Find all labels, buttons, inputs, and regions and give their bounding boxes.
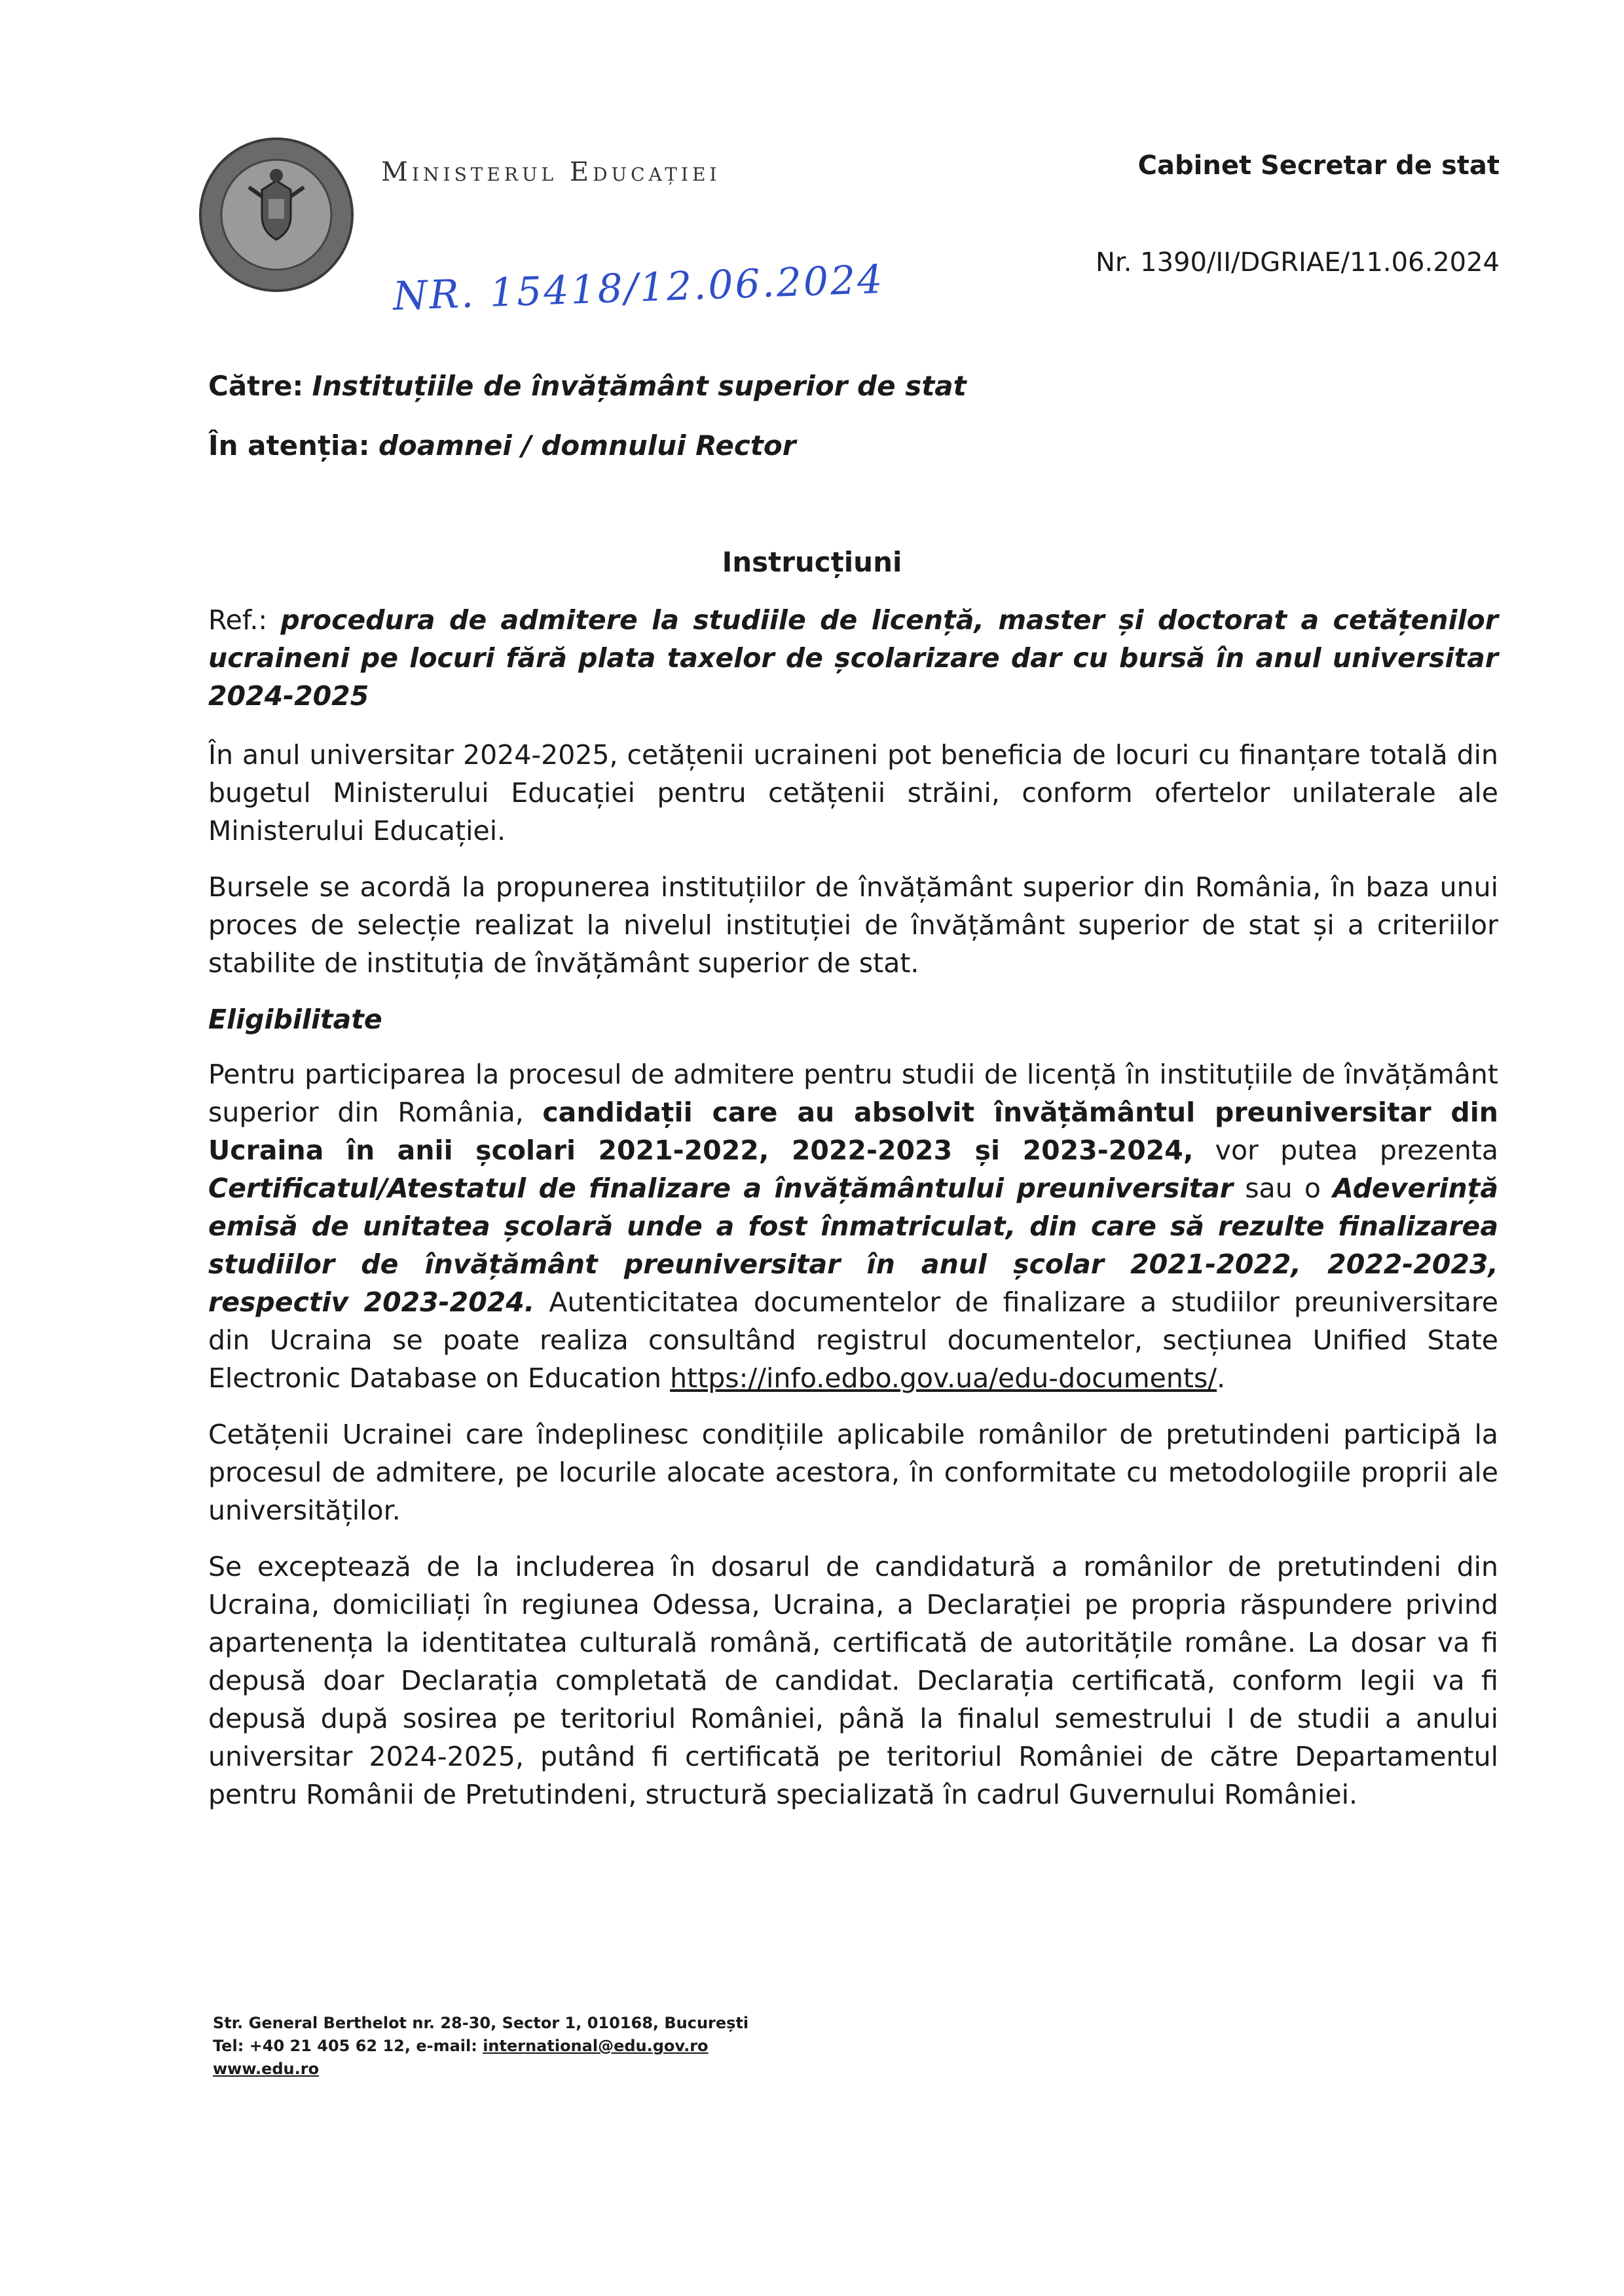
document-title: Instrucțiuni (722, 546, 902, 578)
attention-value: doamnei / domnului Rector (378, 429, 796, 462)
paragraph-eligibility (208, 1055, 1498, 1397)
document-body (208, 601, 1498, 1832)
footer-phone: Tel: +40 21 405 62 12, e-mail: (213, 2037, 483, 2055)
eligibility-end: . (1217, 1362, 1226, 1394)
eligibility-heading: Eligibilitate (208, 1004, 382, 1035)
attention-label: În atenția: (208, 429, 370, 462)
paragraph-romanians-abroad: Cetățenii Ucrainei care îndeplinesc condițiile aplicabile românilor de pretutindeni participă la procesul de admitere, pe locurile alocate acestora, în conformitate cu metodologiile proprii ale universităților. (208, 1419, 1498, 1526)
eligibility-text-c: vor putea prezenta (1193, 1135, 1499, 1166)
eligibility-candidates: candidații care au absolvit învățământul preuniversitar din Ucraina în anii școlari 2021-2022, 2022-2023 și 2023-2024, (208, 1097, 1498, 1166)
eligibility-text-a: Pentru participarea la procesul de admitere pentru studii de licență în instituțiile de învățământ superior din România, (208, 1059, 1498, 1128)
recipient-label: Către: (208, 370, 304, 402)
attention-line (208, 429, 796, 462)
paragraph-scholarships: Bursele se acordă la propunerea instituțiilor de învățământ superior din România, în baza unui proces de selecție realizat la nivelul instituției de învățământ superior de stat și a criteriilor stabilite de instituția de învățământ superior de stat. (208, 871, 1498, 979)
footer-email-link[interactable]: international@edu.gov.ro (483, 2037, 709, 2055)
reference-paragraph (208, 601, 1498, 715)
handwritten-registration-number: NR. 15418/12.06.2024 (392, 256, 885, 320)
recipient-value: Instituțiile de învățământ superior de stat (312, 370, 967, 402)
recipient-line (208, 370, 967, 402)
edbo-link[interactable]: https://info.edbo.gov.ua/edu-documents/ (670, 1362, 1217, 1394)
reference-label: Ref.: (208, 604, 268, 636)
government-seal-icon (198, 136, 355, 293)
cabinet-label: Cabinet Secretar de stat (1137, 151, 1500, 181)
paragraph-funding: În anul universitar 2024-2025, cetățenii ucraineni pot beneficia de locuri cu finanțare totală din bugetul Ministerului Educației pentru cetățenii străini, conform ofertelor unilaterale ale Ministerului Educației. (208, 739, 1498, 847)
footer (213, 2012, 748, 2081)
footer-address: Str. General Berthelot nr. 28-30, Sector 1, 010168, București (213, 2014, 749, 2032)
eligibility-text-e: sau o (1233, 1173, 1333, 1204)
footer-contact (213, 2035, 748, 2058)
reference-text: procedura de admitere la studiile de licență, master și doctorat a cetățenilor ucraineni pe locuri fără plata taxelor de școlarizare dar cu bursă în anul universitar 2024-2025 (208, 604, 1498, 712)
registration-number: Nr. 1390/II/DGRIAE/11.06.2024 (1096, 247, 1500, 278)
ministry-name: Ministerul Educației (381, 157, 721, 187)
eligibility-text-g: Autenticitatea documentelor de finalizare a studiilor preuniversitare din Ucraina se poate realiza consultând registrul documentelor, secțiunea Unified State Electronic Database on Education (208, 1286, 1498, 1394)
paragraph-exception: Se exceptează de la includerea în dosarul de candidatură a românilor de pretutindeni din Ucraina, domiciliați în regiunea Odessa, Ucraina, a Declarației pe propria răspundere privind apartenența la identitatea culturală română, certificată de autoritățile române. La dosar va fi depusă doar Declarația completată de candidat. Declarația certificată, conform legii va fi depusă după sosirea pe teritoriul României, până la finalul semestrului I de studii a anului universitar 2024-2025, putând fi certificată pe teritoriul României de către Departamentul pentru Românii de Pretutindeni, structură specializată în cadrul Guvernului României. (208, 1551, 1498, 1810)
eligibility-certificate: Certificatul/Atestatul de finalizare a învățământului preuniversitar (208, 1173, 1234, 1204)
eligibility-certificate-alt: Adeverință emisă de unitatea școlară unde a fost înmatriculat, din care să rezulte finalizarea studiilor de învățământ preuniversitar în anul școlar 2021-2022, 2022-2023, respectiv 2023-2024. (208, 1173, 1498, 1318)
footer-website-link[interactable]: www.edu.ro (213, 2060, 320, 2078)
